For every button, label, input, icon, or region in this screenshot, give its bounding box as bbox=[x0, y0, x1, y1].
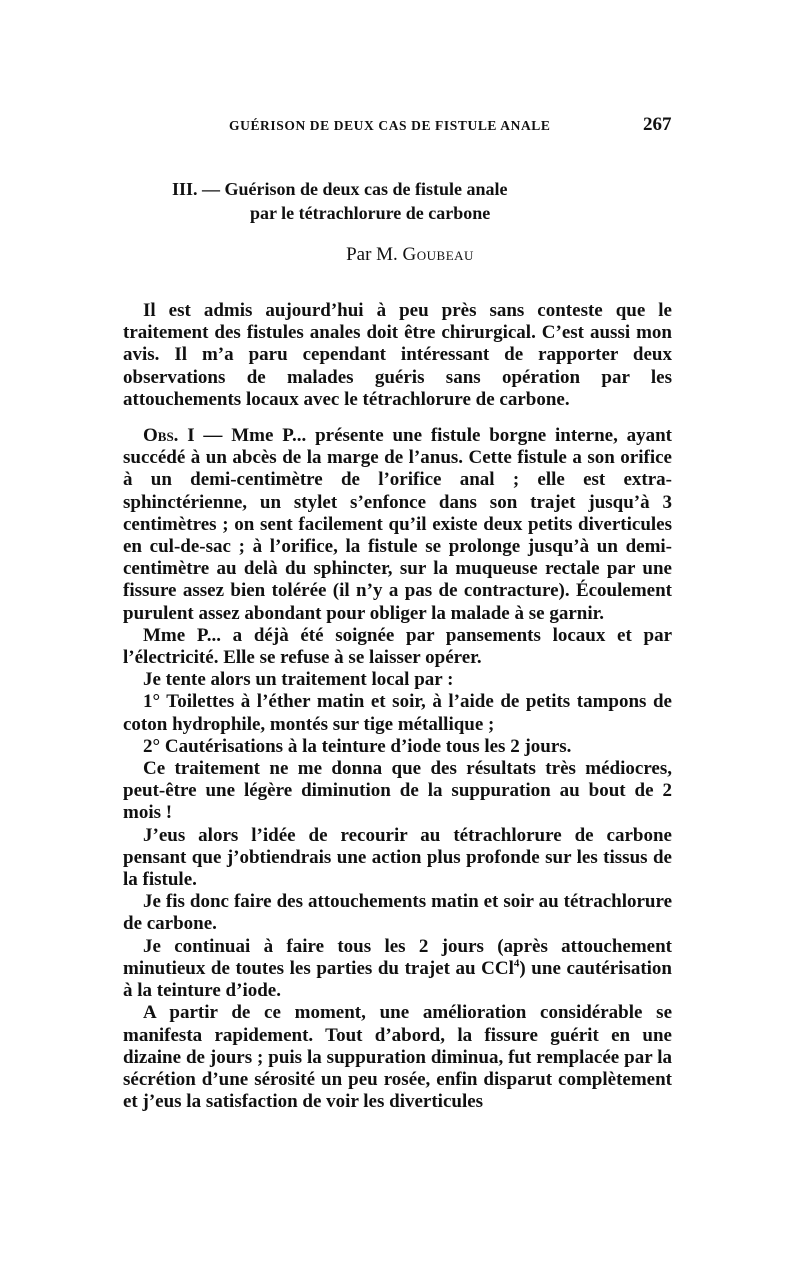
paragraph-intro: Il est admis aujourd’hui à peu près sans conteste que le traitement des fistules anales doit être chirurgical. C’est aussi mon avis. Il m’a paru cependant intéressant de rapporter deux observations de malades guéris sans opération par les attouchements locaux avec le tétrachlorure de carbone. bbox=[123, 300, 672, 410]
paragraph-observation bbox=[123, 425, 672, 625]
running-head: GUÉRISON DE DEUX CAS DE FISTULE ANALE bbox=[229, 118, 551, 133]
paragraph-results: Ce traitement ne me donna que des résultats très médiocres, peut-être une légère diminution de la suppuration au bout de 2 mois ! bbox=[123, 758, 672, 824]
author-name: Goubeau bbox=[402, 244, 474, 265]
paragraph-treatment-intro: Je tente alors un traitement local par : bbox=[143, 669, 454, 691]
continuation-text-a: Je continuai à faire tous les 2 jours (après attouchement minutieux de toutes les parties du trajet au CCl bbox=[123, 935, 672, 979]
paragraph-attouchements: Je fis donc faire des attouchements matin et soir au tétrachlorure de carbone. bbox=[123, 891, 672, 935]
author-byline bbox=[0, 244, 800, 266]
paragraph-treatment-1: 1° Toilettes à l’éther matin et soir, à l’aide de petits tampons de coton hydrophile, montés sur tige métallique ; bbox=[123, 691, 672, 735]
author-prefix: Par M. bbox=[346, 244, 398, 265]
article-title-line-2: par le tétrachlorure de carbone bbox=[250, 203, 491, 223]
article-title bbox=[172, 177, 672, 225]
page-number: 267 bbox=[643, 114, 672, 135]
observation-label: Obs. I bbox=[143, 425, 195, 447]
continuation-text-b: ) une cautérisation à la teinture d’iode. bbox=[123, 957, 672, 1002]
paragraph-continuation bbox=[123, 936, 672, 1003]
paragraph-idea: J’eus alors l’idée de recourir au tétrachlorure de carbone pensant que j’obtiendrais une action plus profonde sur les tissus de la fistule. bbox=[123, 824, 672, 891]
article-body bbox=[123, 300, 672, 1113]
paragraph-previous-care: Mme P... a déjà été soignée par pansements locaux et par l’électricité. Elle se refuse à se laisser opérer. bbox=[123, 624, 672, 669]
formula-subscript: 4 bbox=[513, 957, 520, 970]
paragraph-treatment-2: 2° Cautérisations à la teinture d’iode tous les 2 jours. bbox=[143, 735, 572, 757]
observation-text: — Mme P... présente une fistule borgne interne, ayant succédé à un abcès de la marge de l’anus. Cette fistule a son orifice à un demi-centimètre de l’orifice anal ; elle est extra-sphinctérienne, un stylet s’enfonce dans son trajet jusqu’à 3 centimètres ; on sent facilement qu’il existe deux petits diverticules en cul-de-sac ; à l’orifice, la fistule se prolonge jusqu’à un demi-centimètre au delà du sphincter, sur la muqueuse rectale par une fissure assez bien tolérée (il n’y a pas de contracture). Écoulement purulent assez abondant pour obliger la malade à se garnir. bbox=[123, 425, 673, 624]
article-title-line-1: III. — Guérison de deux cas de fistule anale bbox=[172, 179, 508, 199]
paragraph-improvement: A partir de ce moment, une amélioration considérable se manifesta rapidement. Tout d’abord, la fissure guérit en une dizaine de jours ; puis la suppuration diminua, fut remplacée par la sécrétion d’une sérosité un peu rosée, enfin disparut complètement et j’eus la satisfaction de voir les diverticules bbox=[123, 1002, 672, 1113]
